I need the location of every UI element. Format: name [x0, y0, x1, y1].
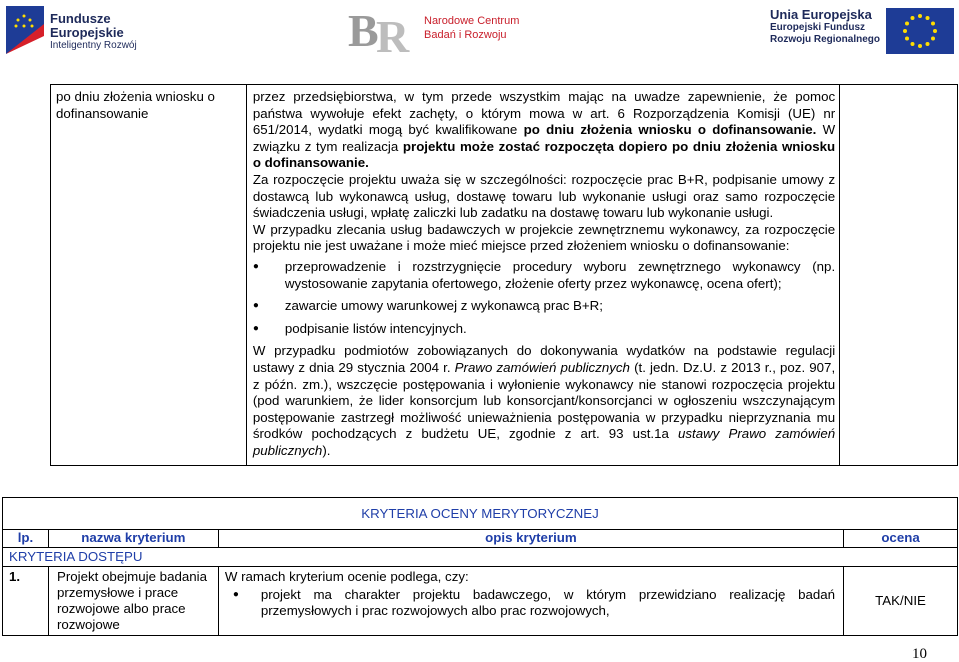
- fundusze-europejskie-logo: [6, 4, 166, 58]
- criteria-table-continued: [50, 84, 958, 466]
- svg-text:B: B: [348, 5, 379, 56]
- merit-criteria-table: [2, 497, 958, 636]
- desc-intro: W ramach kryterium ocenie podlega, czy:: [224, 569, 469, 584]
- paragraph-1: przez przedsiębiorstwa, w tym przede wszystkim mając na uwadze zapewnienie, że pomoc państwa wywołuje efekt zachęty, o którym mowa w art. 6 Rozporządzenia Komisji (UE) nr 651/2014, wydatki mogą być kwalifikowane po dniu złożenia wniosku o dofinansowanie. W związku z tym realizacja projektu może zostać rozpoczęta dopiero po dniu złożenia wniosku o dofinansowanie.: [252, 89, 836, 171]
- unia-europejska-logo: [770, 6, 955, 58]
- list-item: ● podpisanie listów intencyjnych.: [253, 321, 835, 338]
- bullet-list: [253, 259, 835, 337]
- fe-line3: Inteligentny Rozwój: [50, 40, 137, 51]
- paragraph-2: Za rozpoczęcie projektu uważa się w szczególności: rozpoczęcie prac B+R, podpisanie umowy z dostawcą lub wykonawcą usług, dostawę towaru lub wykonanie usługi oraz samo rozpoczęcie świadczenia usługi, wpłatę zaliczki lub zadatku na dostawę towaru lub wykonanie usługi.: [252, 171, 836, 221]
- eu-flag-icon: [886, 8, 954, 54]
- criterion-score-cell: [840, 85, 958, 466]
- table-row: [3, 567, 958, 636]
- ue-line2: Europejski Fundusz: [770, 22, 866, 33]
- svg-text:R: R: [376, 11, 410, 60]
- row-name: Projekt obejmuje badania przemysłowe i prace rozwojowe albo prace rozwojowe: [48, 567, 218, 636]
- ncbr-line1: Narodowe Centrum: [424, 15, 520, 27]
- section-title: KRYTERIA DOSTĘPU: [3, 548, 958, 567]
- table-title: KRYTERIA OCENY MERYTORYCZNEJ: [3, 498, 958, 530]
- table-header-row: [3, 530, 958, 548]
- paragraph-4: W przypadku podmiotów zobowiązanych do dokonywania wydatków na podstawie regulacji ustawy z dnia 29 stycznia 2004 r. Prawo zamówień publicznych (t. jedn. Dz.U. z 2013 r., poz. 907, z późn. zm.), wszczęcie postępowania i wyłonienie wykonawcy nie stanowi rozpoczęcia projektu (pod warunkiem, że lider konsorcjum lub konsorcjant/konsorcjanci w ogłoszeniu wszczynającym postępowanie zastrzegł możliwość unieważnienia postępowania w przypadku nieprzyznania mu środków pochodzących z budżetu UE, zgodnie z art. 93 ust.1a ustawy Prawo zamówień publicznych).: [252, 343, 836, 458]
- criterion-name-cell: po dniu złożenia wniosku o dofinansowanie: [51, 85, 247, 466]
- desc-bullets: [225, 587, 835, 619]
- header-lp: lp.: [3, 530, 49, 548]
- criterion-description-cell: [246, 85, 839, 466]
- ue-line1: Unia Europejska: [770, 7, 872, 22]
- page-header: [0, 0, 959, 62]
- row-lp: 1.: [3, 567, 49, 636]
- header-desc: opis kryterium: [218, 530, 843, 548]
- row-desc: [218, 567, 843, 636]
- section-row: [3, 548, 958, 567]
- ue-line3: Rozwoju Regionalnego: [770, 34, 880, 45]
- header-name: nazwa kryterium: [48, 530, 218, 548]
- list-item: ● projekt ma charakter projektu badawczego, w którym przewidziano realizację badań przemysłowych i prac rozwojowych albo prac rozwojowych,: [225, 587, 835, 619]
- fe-line1: Fundusze: [50, 11, 111, 26]
- header-ocena: ocena: [844, 530, 958, 548]
- list-item: ● zawarcie umowy warunkowej z wykonawcą prac B+R;: [253, 298, 835, 315]
- list-item: ● przeprowadzenie i rozstrzygnięcie procedury wyboru zewnętrznego wykonawcy (np. wystosowanie zapytania ofertowego, złożenie oferty przez wykonawcę, ocena ofert);: [253, 259, 835, 292]
- page-number: 10: [912, 646, 927, 662]
- row-ocena: TAK/NIE: [844, 567, 958, 636]
- fe-flag-icon: [6, 6, 44, 54]
- ncbr-mark-icon: [346, 2, 424, 60]
- fe-line2: Europejskie: [50, 25, 124, 40]
- paragraph-3: W przypadku zlecania usług badawczych w projekcie zewnętrznemu wykonawcy, za rozpoczęcie projektu nie jest uważane i może mieć miejsce przed złożeniem wniosku o dofinansowanie:: [252, 221, 836, 254]
- ncbr-logo: [346, 2, 536, 60]
- ncbr-line2: Badań i Rozwoju: [424, 29, 507, 41]
